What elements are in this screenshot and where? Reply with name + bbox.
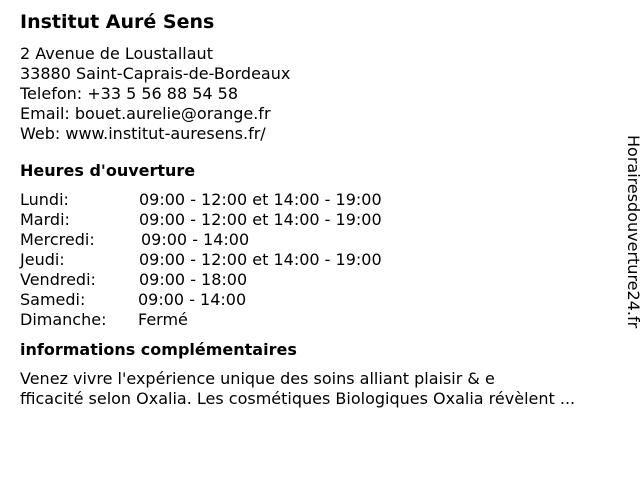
hours-value: 09:00 - 14:00 — [138, 290, 247, 309]
hours-value: 09:00 - 12:00 et 14:00 - 19:00 — [139, 250, 382, 269]
day-label: Lundi: — [20, 190, 69, 209]
watermark-container — [623, 135, 643, 345]
hours-row — [20, 230, 620, 250]
business-card — [20, 8, 620, 409]
hours-row — [20, 250, 620, 270]
hours-value: 09:00 - 12:00 et 14:00 - 19:00 — [139, 190, 382, 209]
opening-hours-title: Heures d'ouverture — [20, 161, 196, 180]
address-city: 33880 Saint-Caprais-de-Bordeaux — [20, 64, 291, 83]
day-label: Jeudi: — [20, 250, 65, 269]
hours-row — [20, 310, 620, 330]
additional-info-title: informations complémentaires — [20, 340, 297, 359]
address-street: 2 Avenue de Loustallaut — [20, 44, 213, 63]
email-text: Email: bouet.aurelie@orange.fr — [20, 104, 271, 123]
hours-row — [20, 210, 620, 230]
hours-value: 09:00 - 14:00 — [141, 230, 250, 249]
day-label: Samedi: — [20, 290, 86, 309]
day-label: Dimanche: — [20, 310, 107, 329]
business-name: Institut Auré Sens — [20, 11, 215, 33]
hours-value: 09:00 - 12:00 et 14:00 - 19:00 — [139, 210, 382, 229]
site-watermark: Horairesdouverture24.fr — [624, 135, 643, 329]
day-label: Vendredi: — [20, 270, 96, 289]
hours-row — [20, 270, 620, 290]
day-label: Mercredi: — [20, 230, 95, 249]
hours-value: Fermé — [138, 310, 188, 329]
contact-block — [20, 44, 620, 144]
day-label: Mardi: — [20, 210, 70, 229]
hours-row — [20, 190, 620, 210]
additional-info-text: Venez vivre l'expérience unique des soins alliant plaisir & e fficacité selon Oxalia. Les cosmétiques Biologiques Oxalia révèlent ... — [20, 369, 576, 408]
opening-hours-list — [20, 190, 620, 330]
phone-text: Telefon: +33 5 56 88 54 58 — [20, 84, 239, 103]
hours-value: 09:00 - 18:00 — [139, 270, 248, 289]
hours-row — [20, 290, 620, 310]
website-text: Web: www.institut-auresens.fr/ — [20, 124, 266, 143]
